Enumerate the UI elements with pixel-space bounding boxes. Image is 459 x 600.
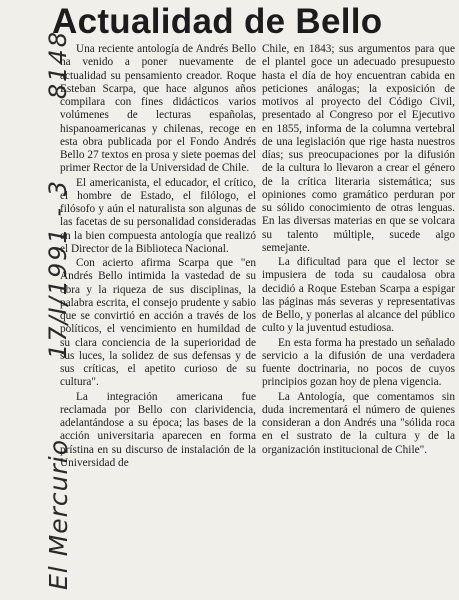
article-column-right (262, 43, 455, 596)
handwritten-margin-note (18, 30, 73, 590)
margin-date: 17/I/1991 - 3 (44, 179, 72, 360)
paragraph: El americanista, el educador, el crítico, el hombre de Estado, el filólogo, el filósofo y aún el naturalista son algunas de las facetas de su personalidad consideradas en la bien compuesta antología que realizó el Director de la Biblioteca Nacional. (60, 176, 256, 255)
article-headline: Actualidad de Bello (52, 2, 383, 41)
article-column-left (60, 43, 256, 596)
paragraph: La Antología, que comentamos sin duda incrementará el número de quienes consideran a don Andrés una "sólida roca en el sustrato de la cultura y de la organización institucional de Chile". (262, 390, 455, 456)
paragraph: La integración americana fue reclamada por Bello con clarividencia, adelantándose a su época; las bases de la acción universitaria aparecen en forma prístina en su discurso de instalación de la Universidad de (60, 390, 256, 469)
margin-reference-number: 8148 (44, 30, 72, 100)
paragraph: Con acierto afirma Scarpa que "en Andrés Bello intimida la vastedad de su obra y la riqueza de sus disciplinas, la palabra escrita, el consejo prudente y sabio que se convirtió en acción a través de los políticos, el vencimiento en humildad de su clara conciencia de la superioridad de sus luces, la solidez de sus defensas y de sus críticas, el apetito curioso de su cultura". (60, 257, 256, 389)
paragraph: Una reciente antología de Andrés Bello ha venido a poner nuevamente de actualidad su pensamiento creador. Roque Esteban Scarpa, que hace algunos años compilara con fines didácticos varios volúmenes de lecturas españolas, hispanoamericanas y chilenas, recoge en esta obra publicada por el Fondo Andrés Bello 27 textos en prosa y siete poemas del primer Rector de la Universidad de Chile. (60, 43, 256, 175)
paragraph: En esta forma ha prestado un señalado servicio a la difusión de una verdadera fuente doctrinaria, no pocos de cuyos principios gozan hoy de plena vigencia. (262, 336, 455, 389)
paragraph: La dificultad para que el lector se impusiera de toda su caudalosa obra decidió a Roque Esteban Scarpa a espigar las páginas más severas y representativas de Bello, y ponerlas al alcance del público culto y la juventud estudiosa. (262, 256, 455, 335)
margin-publication: El Mercurio (43, 438, 73, 590)
paragraph: Chile, en 1843; sus argumentos para que el plantel goce un adecuado presupuesto hasta el día de hoy encuentran cabida en peticiones análogas; la exposición de motivos al proyecto del Código Civil, presentado al Congreso por el Ejecutivo en 1855, informa de la columna vertebral de una legislación que rige hasta nuestros días; sus preocupaciones por la difusión de la cultura lo llevaron a crear el género de la crítica literaria sistemática; sus opiniones como gramático perduran por su sólido conocimiento de otras lenguas. En las diversas materias en que se volcara su talento múltiple, sucede algo semejante. (262, 43, 455, 254)
